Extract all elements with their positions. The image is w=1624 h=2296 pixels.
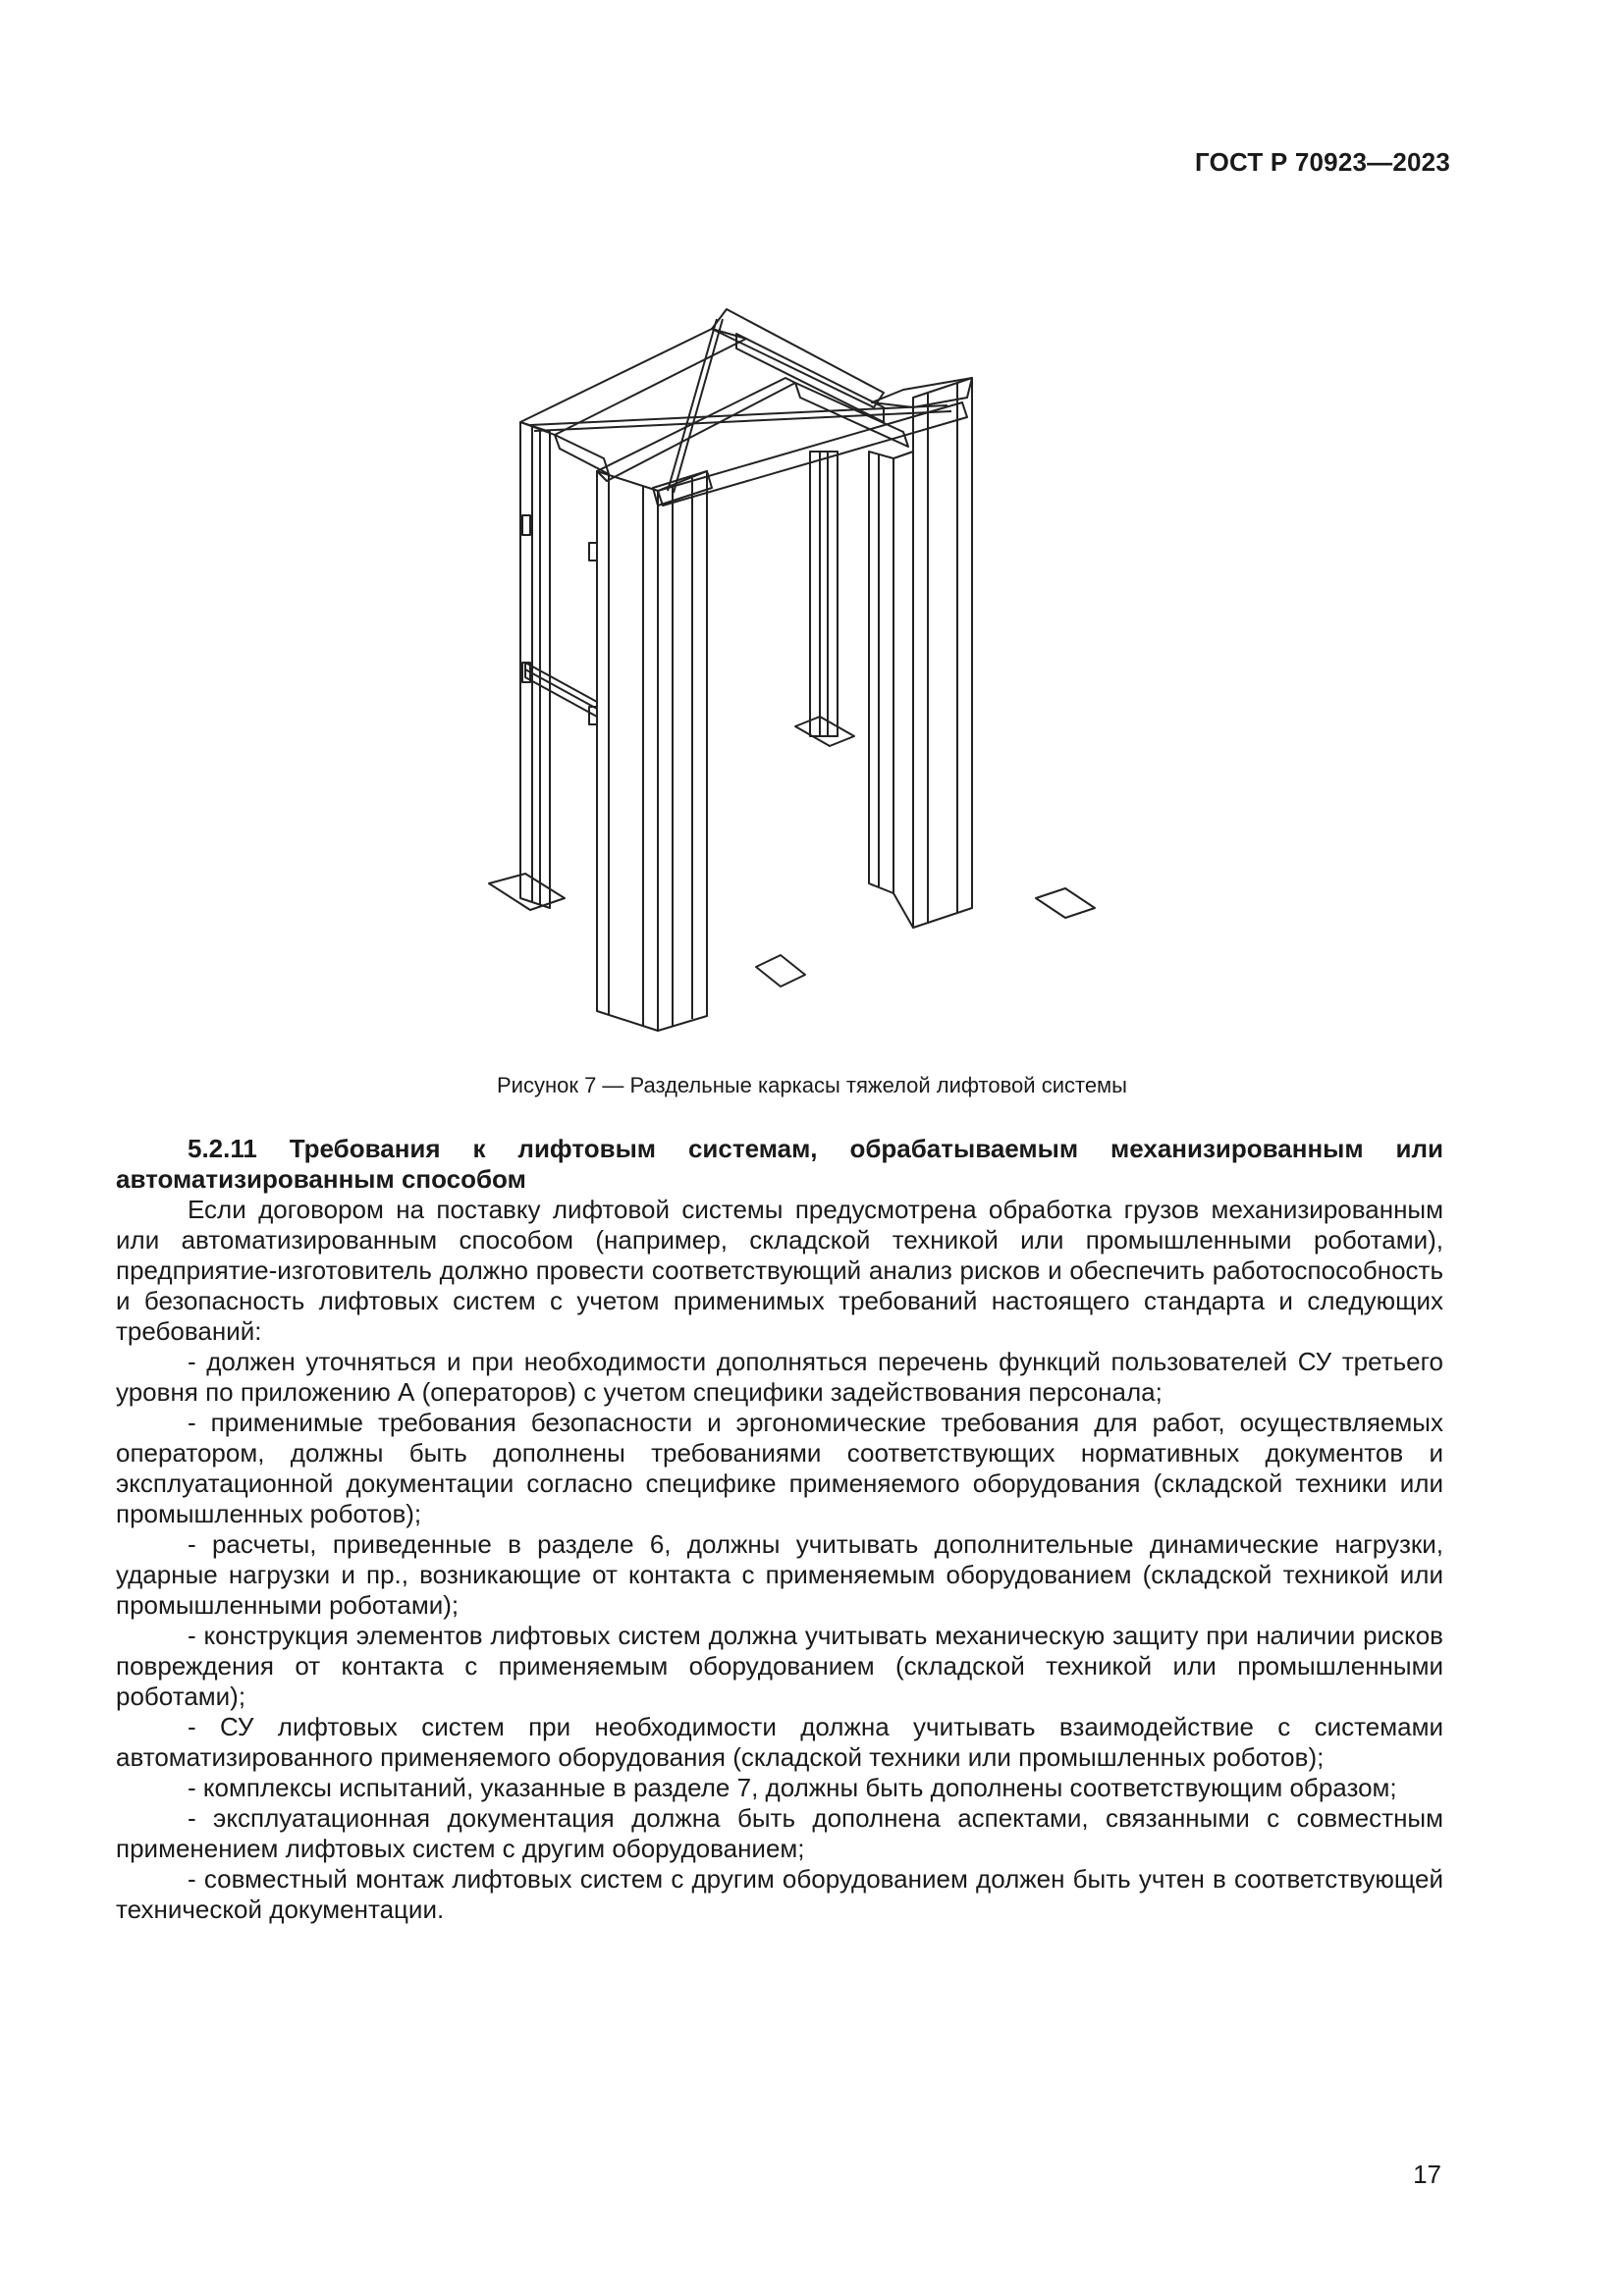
column — [869, 452, 893, 893]
column — [810, 452, 838, 736]
top-beam — [520, 329, 746, 435]
section-heading: 5.2.11 Требования к лифтовым системам, обрабатываемым механизированным или автоматизированным способом — [116, 1134, 1443, 1194]
list-item: - эксплуатационная документация должна быть дополнена аспектами, связанными с совместным применением лифтовых систем с другим оборудованием; — [116, 1803, 1443, 1863]
base-plate — [795, 717, 854, 746]
list-item: - СУ лифтовых систем при необходимости должна учитывать взаимодействие с системами автоматизированного применяемого оборудования (складской техники или промышленных роботов); — [116, 1712, 1443, 1772]
column — [913, 378, 972, 928]
list-item: - конструкция элементов лифтовых систем должна учитывать механическую защиту при наличии рисков повреждения от контакта с применяемым оборудованием (складской техникой или промышленными роботами); — [116, 1621, 1443, 1711]
top-beam — [555, 435, 609, 474]
frame-drawing — [471, 231, 1119, 1045]
list-item: - совместный монтаж лифтовых систем с другим оборудованием должен быть учтен в соответствующей технической документации. — [116, 1864, 1443, 1924]
section-body — [116, 1134, 1443, 1925]
list-item: - применимые требования безопасности и эргономические требования для работ, осуществляемых оператором, должны быть дополнены требованиями соответствующих нормативных документов и эксплуатационной документации согласно специфике применяемого оборудования (складской техники или промышленных роботов); — [116, 1408, 1443, 1528]
document-code: ГОСТ Р 70923—2023 — [1195, 147, 1450, 177]
base-plate — [1036, 888, 1095, 918]
column — [597, 471, 658, 1031]
list-item: - должен уточняться и при необходимости дополняться перечень функций пользователей СУ третьего уровня по приложению А (операторов) с учетом специфики задействования персонала; — [116, 1347, 1443, 1407]
figure-caption: Рисунок 7 — Раздельные каркасы тяжелой лифтовой системы — [497, 1073, 1127, 1097]
list-item: - расчеты, приведенные в разделе 6, должны учитывать дополнительные динамические нагрузки, ударные нагрузки и пр., возникающие от контакта с применяемым оборудованием (складской техникой или промышленными роботами); — [116, 1529, 1443, 1620]
section-intro: Если договором на поставку лифтовой системы предусмотрена обработка грузов механизированным или автоматизированным способом (например, складской техникой или промышленными роботами), предприятие-изготовитель должно провести соответствующий анализ рисков и обеспечить работоспособность и безопасность лифтовых систем с учетом применимых требований настоящего стандарта и следующих требований: — [116, 1195, 1443, 1346]
base-plate — [489, 874, 565, 910]
list-item: - комплексы испытаний, указанные в разделе 7, должны быть дополнены соответствующим образом; — [188, 1773, 1397, 1802]
page-number: 17 — [1413, 2160, 1441, 2189]
base-plate — [756, 955, 805, 987]
